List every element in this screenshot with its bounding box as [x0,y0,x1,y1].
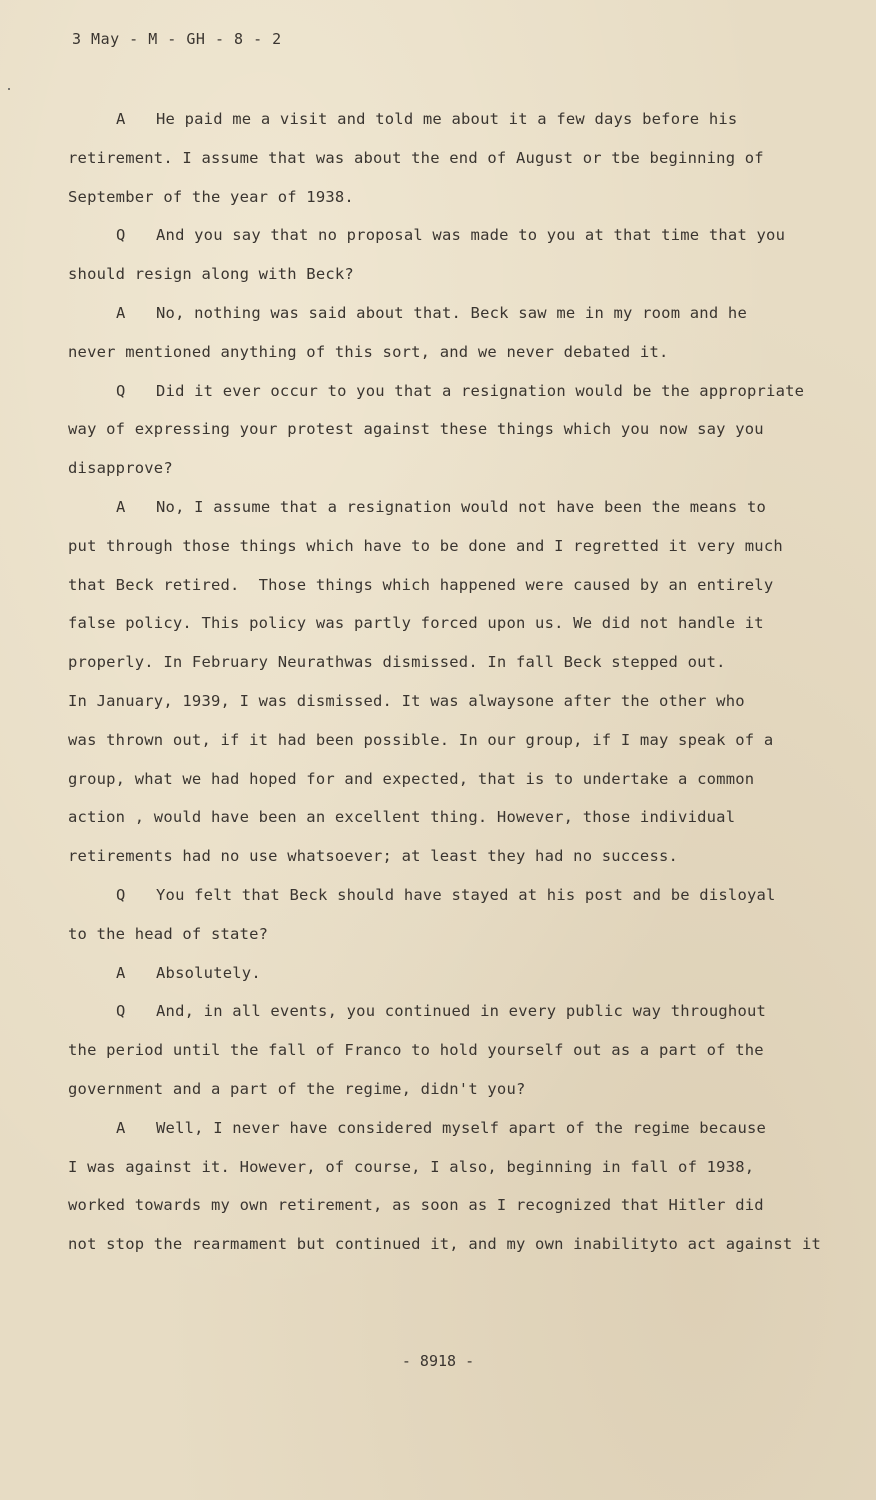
page-number: - 8918 - [401,1352,475,1370]
paragraph-line [68,682,828,721]
line-text: And, in all events, you continued in every public way throughout [156,1002,767,1021]
page-header: 3 May - M - GH - 8 - 2 [72,30,282,48]
paragraph-first-line [68,372,828,411]
speaker-label: A [116,110,126,128]
line-text: And you say that no proposal was made to you at that time that you [156,226,786,245]
paragraph-line [68,1148,828,1187]
paragraph-first-line [68,954,828,993]
paragraph-first-line [68,992,828,1031]
line-text: to the head of state? [68,924,269,943]
line-text: action , would have been an excellent thing. However, those individual [68,808,736,827]
paragraph-line [68,1031,828,1070]
paragraph-line [68,527,828,566]
line-text: group, what we had hoped for and expected, that is to undertake a common [68,769,755,788]
line-text: was thrown out, if it had been possible. In our group, if I may speak of a [68,730,774,749]
paragraph-first-line [68,876,828,915]
speaker-label: Q [116,1002,126,1021]
line-text: properly. In February Neurathwas dismissed. In fall Beck stepped out. [68,653,726,672]
line-text: Well, I never have considered myself apart of the regime because [156,1118,767,1137]
paragraph-line [68,449,828,488]
line-text: false policy. This policy was partly forced upon us. We did not handle it [68,614,764,633]
paragraph-line [68,178,828,217]
line-text: government and a part of the regime, didn't you? [68,1079,526,1098]
margin-speck [8,88,10,90]
paragraph-line [68,410,828,449]
paragraph-line [68,798,828,837]
speaker-label: A [116,303,126,322]
speaker-label: Q [116,381,126,400]
paragraph-line [68,1070,828,1109]
line-text: Did it ever occur to you that a resignation would be the appropriate [156,381,805,400]
speaker-label: A [116,1118,126,1137]
paragraph-line [68,604,828,643]
line-text: not stop the rearmament but continued it, and my own inabilityto act against it [68,1235,822,1254]
paragraph-line [68,1225,828,1264]
line-text: No, I assume that a resignation would not have been the means to [156,497,767,516]
line-text: the period until the fall of Franco to hold yourself out as a part of the [68,1041,764,1060]
paragraph-line [68,721,828,760]
speaker-label: A [116,497,126,516]
paragraph-first-line [68,294,828,333]
paragraph-line [68,139,828,178]
line-text: I was against it. However, of course, I also, beginning in fall of 1938, [68,1157,755,1176]
line-text: should resign along with Beck? [68,265,354,284]
line-text: No, nothing was said about that. Beck saw me in my room and he [156,303,747,322]
paragraph-line [68,255,828,294]
line-text: He paid me a visit and told me about it a few days before his [156,110,738,128]
paragraph-line [68,643,828,682]
transcript-body [68,100,828,1264]
line-text: way of expressing your protest against these things which you now say you [68,420,764,439]
speaker-label: Q [116,885,126,904]
paragraph-first-line [68,216,828,255]
line-text: that Beck retired. Those things which happened were caused by an entirely [68,575,774,594]
paragraph-line [68,837,828,876]
paragraph-first-line [68,488,828,527]
paragraph-line [68,566,828,605]
line-text: In January, 1939, I was dismissed. It was alwaysone after the other who [68,691,745,710]
line-text: disapprove? [68,459,173,478]
line-text: never mentioned anything of this sort, and we never debated it. [68,342,669,361]
paragraph-first-line [68,100,828,139]
paragraph-line [68,760,828,799]
line-text: You felt that Beck should have stayed at his post and be disloyal [156,885,776,904]
line-text: September of the year of 1938. [68,187,354,206]
speaker-label: A [116,963,126,982]
paragraph-line [68,915,828,954]
paragraph-line [68,333,828,372]
line-text: retirements had no use whatsoever; at least they had no success. [68,847,679,866]
line-text: retirement. I assume that was about the end of August or tbe beginning of [68,148,764,167]
paragraph-line [68,1186,828,1225]
line-text: worked towards my own retirement, as soon as I recognized that Hitler did [68,1196,764,1215]
paragraph-first-line [68,1109,828,1148]
speaker-label: Q [116,226,126,245]
line-text: Absolutely. [156,963,261,982]
line-text: put through those things which have to be done and I regretted it very much [68,536,783,555]
